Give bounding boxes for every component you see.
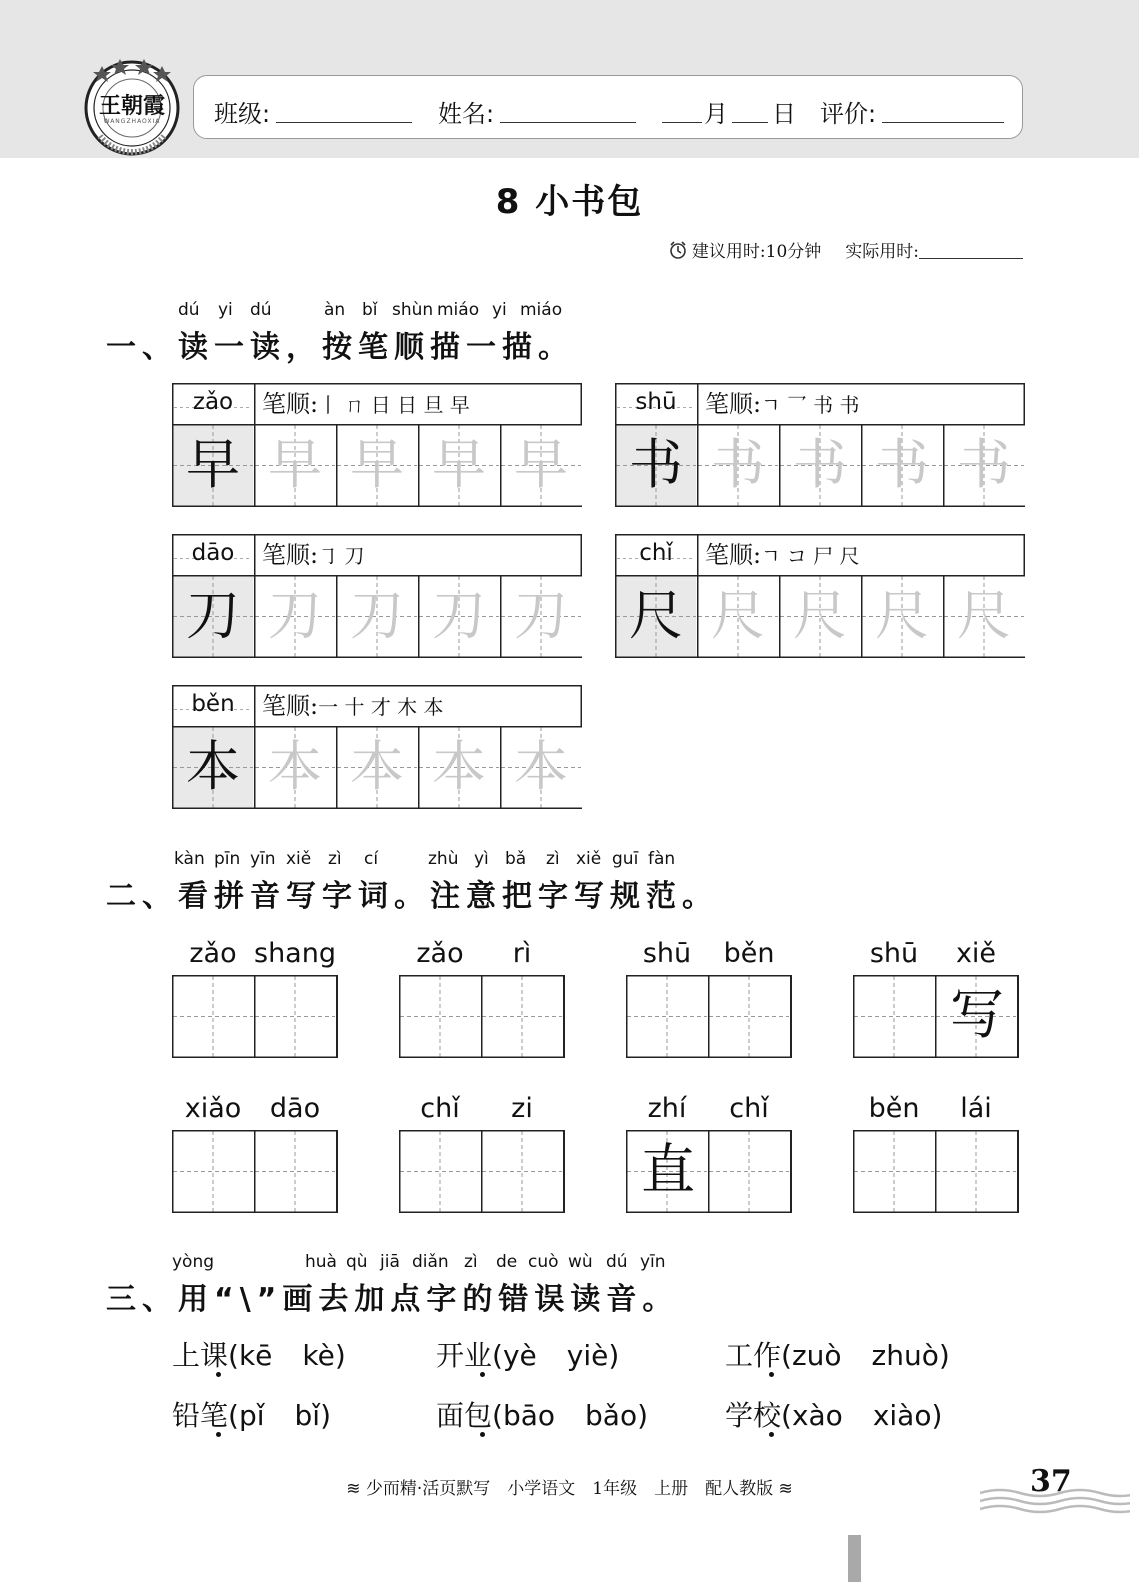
heading-pinyin: pīn bbox=[214, 849, 241, 869]
heading-pinyin: diǎn bbox=[412, 1252, 449, 1272]
close-paren: ) bbox=[320, 1399, 332, 1432]
trace-character[interactable]: 早 bbox=[514, 433, 568, 496]
student-info-box bbox=[193, 75, 1023, 139]
pronunciation-item[interactable] bbox=[172, 1334, 346, 1374]
eval-label: 评价: bbox=[820, 100, 877, 128]
reading-a[interactable]: zuò bbox=[791, 1339, 842, 1372]
word-pinyin-1: zǎo bbox=[416, 938, 464, 969]
trace-character[interactable]: 本 bbox=[268, 735, 322, 798]
stroke-order-sequence: 一 十 才 木 本 bbox=[318, 695, 444, 719]
heading-pinyin: xiě bbox=[286, 849, 312, 869]
reading-a[interactable]: bāo bbox=[502, 1399, 556, 1432]
trace-character[interactable]: 尺 bbox=[957, 584, 1011, 647]
suggested-time: 建议用时:10分钟 bbox=[691, 242, 822, 262]
reading-b[interactable]: zhuò bbox=[871, 1339, 939, 1372]
trace-character[interactable]: 书 bbox=[711, 433, 765, 496]
reading-b[interactable]: bǐ bbox=[294, 1399, 321, 1432]
emphasis-dot bbox=[769, 1372, 774, 1377]
heading-pinyin: dú bbox=[250, 300, 272, 320]
stroke-table-dao bbox=[172, 534, 582, 658]
stroke-order-label: 笔顺: bbox=[705, 390, 762, 418]
model-character: 本 bbox=[186, 735, 240, 798]
heading-pinyin: qù bbox=[346, 1252, 368, 1272]
footer bbox=[0, 1474, 1139, 1499]
word-pinyin-1: běn bbox=[868, 1093, 920, 1124]
heading-pinyin: yi bbox=[492, 300, 507, 320]
word-pinyin-2: xiě bbox=[955, 938, 997, 969]
char-pinyin: zǎo bbox=[192, 389, 234, 415]
word-box[interactable] bbox=[626, 1093, 792, 1211]
stroke-order-label: 笔顺: bbox=[262, 390, 319, 418]
section2-heading: 二、看拼音写字词。注意把字写规范。 bbox=[106, 879, 718, 914]
word-pinyin-2: chǐ bbox=[729, 1093, 769, 1124]
trace-character[interactable]: 刀 bbox=[432, 584, 486, 647]
trace-character[interactable]: 书 bbox=[875, 433, 929, 496]
clock-icon bbox=[668, 241, 688, 259]
trace-character[interactable]: 早 bbox=[350, 433, 404, 496]
trace-character[interactable]: 书 bbox=[793, 433, 847, 496]
heading-pinyin: wù bbox=[568, 1252, 593, 1272]
model-character: 书 bbox=[629, 433, 683, 496]
heading-pinyin: bǐ bbox=[362, 300, 378, 320]
word-pinyin-1: zhí bbox=[647, 1093, 687, 1124]
logo-ring-text: WANGZHAOXIA bbox=[103, 118, 161, 125]
char-pinyin: běn bbox=[191, 691, 235, 717]
word-box[interactable] bbox=[853, 1093, 1019, 1211]
word-pinyin-1: shū bbox=[642, 938, 692, 969]
page-edge-tab bbox=[848, 1535, 861, 1582]
heading-pinyin: zhù bbox=[428, 849, 459, 869]
pronunciation-item[interactable] bbox=[436, 1334, 619, 1374]
section1-heading: 一、读一读，按笔顺描一描。 bbox=[106, 330, 574, 365]
char-pinyin: chǐ bbox=[639, 540, 673, 566]
month-input-line[interactable] bbox=[662, 122, 702, 123]
model-character: 尺 bbox=[629, 584, 683, 647]
day-input-line[interactable] bbox=[732, 122, 768, 123]
trace-character[interactable]: 刀 bbox=[268, 584, 322, 647]
writing-cell[interactable] bbox=[173, 974, 255, 1056]
char-pinyin: shū bbox=[635, 389, 677, 415]
eval-input-line[interactable] bbox=[882, 122, 1004, 123]
reading-a[interactable]: yè bbox=[502, 1339, 537, 1372]
heading-pinyin: yīn bbox=[250, 849, 276, 869]
stroke-table-zao bbox=[172, 383, 582, 507]
stroke-order bbox=[705, 536, 860, 575]
heading-pinyin: zì bbox=[546, 849, 560, 869]
stroke-order bbox=[262, 536, 364, 575]
word-pinyin-1: zǎo bbox=[189, 938, 237, 969]
word-box[interactable] bbox=[399, 1093, 565, 1211]
close-paren: ) bbox=[938, 1339, 950, 1372]
wave-right-icon: ≋ bbox=[778, 1479, 793, 1499]
open-paren: ( bbox=[781, 1399, 792, 1432]
heading-pinyin: shùn bbox=[392, 300, 434, 320]
item-word: 工作 bbox=[725, 1339, 782, 1372]
item-word: 开业 bbox=[436, 1339, 493, 1372]
heading-pinyin: miáo bbox=[520, 300, 563, 320]
heading-pinyin: zì bbox=[464, 1252, 478, 1272]
reading-b[interactable]: bǎo bbox=[585, 1399, 638, 1432]
time-row bbox=[668, 237, 1023, 262]
model-character: 早 bbox=[186, 433, 240, 496]
stroke-order-label: 笔顺: bbox=[262, 541, 319, 569]
stroke-order-label: 笔顺: bbox=[262, 692, 319, 720]
page-number: 37 bbox=[1030, 1464, 1072, 1499]
writing-cell[interactable] bbox=[255, 1129, 337, 1211]
emphasis-dot bbox=[216, 1372, 221, 1377]
heading-pinyin: cí bbox=[364, 849, 379, 869]
close-paren: ) bbox=[637, 1399, 649, 1432]
writing-cell[interactable] bbox=[709, 974, 791, 1056]
stroke-table-chi bbox=[615, 534, 1025, 658]
word-pinyin bbox=[853, 938, 1019, 970]
stroke-order-sequence: ㇆ 刀 bbox=[318, 544, 365, 568]
heading-pinyin: yì bbox=[474, 849, 489, 869]
word-pinyin-2: rì bbox=[512, 938, 532, 969]
stroke-order bbox=[705, 385, 860, 424]
model-character: 刀 bbox=[186, 584, 240, 647]
trace-character[interactable]: 早 bbox=[432, 433, 486, 496]
page-title: 8 小书包 bbox=[495, 182, 644, 222]
reading-a[interactable]: xào bbox=[791, 1399, 843, 1432]
heading-pinyin: yi bbox=[218, 300, 233, 320]
writing-cell[interactable] bbox=[482, 1129, 564, 1211]
logo-text: 王朝霞 bbox=[98, 93, 165, 119]
reading-b[interactable]: kè bbox=[302, 1339, 335, 1372]
open-paren: ( bbox=[492, 1399, 503, 1432]
footer-text: 少而精·活页默写 小学语文 1年级 上册 配人教版 bbox=[365, 1479, 774, 1499]
word-pinyin-1: xiǎo bbox=[184, 1093, 242, 1124]
emphasis-dot bbox=[769, 1432, 774, 1437]
heading-pinyin: dú bbox=[606, 1252, 628, 1272]
word-pinyin-2: běn bbox=[723, 938, 775, 969]
trace-character[interactable]: 尺 bbox=[875, 584, 929, 647]
stroke-table-ben bbox=[172, 685, 582, 809]
writing-cell[interactable] bbox=[255, 974, 337, 1056]
stroke-order bbox=[262, 687, 444, 726]
word-box[interactable] bbox=[172, 1093, 338, 1211]
heading-pinyin: zì bbox=[328, 849, 342, 869]
actual-time-input-line[interactable] bbox=[919, 240, 1023, 259]
word-pinyin-2: dāo bbox=[269, 1093, 321, 1124]
word-pinyin-2: lái bbox=[960, 1093, 992, 1124]
trace-character[interactable]: 本 bbox=[514, 735, 568, 798]
reading-a[interactable]: pǐ bbox=[238, 1399, 265, 1432]
heading-pinyin: xiě bbox=[576, 849, 602, 869]
heading-pinyin: miáo bbox=[437, 300, 480, 320]
trace-character[interactable]: 本 bbox=[350, 735, 404, 798]
writing-cell[interactable] bbox=[400, 974, 482, 1056]
month-label: 月 bbox=[704, 100, 728, 128]
class-input-line[interactable] bbox=[276, 122, 412, 123]
stroke-order bbox=[262, 385, 470, 424]
open-paren: ( bbox=[228, 1399, 239, 1432]
word-pinyin bbox=[399, 938, 565, 970]
emphasis-dot bbox=[480, 1432, 485, 1437]
pronunciation-item[interactable] bbox=[436, 1394, 648, 1434]
writing-cell[interactable] bbox=[400, 1129, 482, 1211]
writing-cell[interactable]: 直 bbox=[641, 1138, 695, 1201]
writing-cell[interactable]: 写 bbox=[950, 983, 1004, 1046]
heading-pinyin: dú bbox=[178, 300, 200, 320]
writing-cell[interactable] bbox=[482, 974, 564, 1056]
wave-left-icon: ≋ bbox=[346, 1479, 361, 1499]
close-paren: ) bbox=[608, 1339, 620, 1372]
reading-b[interactable]: xiào bbox=[872, 1399, 932, 1432]
item-word: 学校 bbox=[725, 1399, 782, 1432]
word-pinyin bbox=[172, 938, 338, 970]
close-paren: ) bbox=[931, 1399, 943, 1432]
heading-pinyin: àn bbox=[324, 300, 346, 320]
trace-character[interactable]: 本 bbox=[432, 735, 486, 798]
open-paren: ( bbox=[781, 1339, 792, 1372]
word-pinyin bbox=[853, 1093, 1019, 1125]
name-label: 姓名: bbox=[438, 100, 495, 128]
heading-pinyin: guī bbox=[612, 849, 639, 869]
heading-pinyin: cuò bbox=[528, 1252, 559, 1272]
writing-cell[interactable] bbox=[854, 1129, 936, 1211]
char-pinyin: dāo bbox=[191, 540, 235, 566]
word-pinyin-2: shang bbox=[254, 938, 336, 969]
word-pinyin-1: shū bbox=[869, 938, 919, 969]
open-paren: ( bbox=[492, 1339, 503, 1372]
writing-cell[interactable] bbox=[936, 1129, 1018, 1211]
day-label: 日 bbox=[772, 100, 796, 128]
heading-pinyin: bǎ bbox=[505, 849, 527, 869]
stroke-order-sequence: ㄱ 乛 书 书 bbox=[761, 393, 860, 417]
word-box[interactable] bbox=[853, 938, 1019, 1056]
heading-pinyin: yīn bbox=[640, 1252, 666, 1272]
trace-character[interactable]: 书 bbox=[957, 433, 1011, 496]
section3-heading: 三、用“\”画去加点字的错误读音。 bbox=[106, 1282, 679, 1317]
writing-cell[interactable] bbox=[627, 974, 709, 1056]
reading-a[interactable]: kē bbox=[238, 1339, 273, 1372]
heading-pinyin: huà bbox=[305, 1252, 337, 1272]
close-paren: ) bbox=[334, 1339, 346, 1372]
stroke-order-sequence: 丨 ㄇ 日 日 旦 早 bbox=[318, 393, 470, 417]
trace-character[interactable]: 尺 bbox=[711, 584, 765, 647]
trace-character[interactable]: 早 bbox=[268, 433, 322, 496]
item-word: 上课 bbox=[172, 1339, 229, 1372]
word-pinyin bbox=[626, 938, 792, 970]
heading-pinyin: de bbox=[496, 1252, 518, 1272]
item-word: 面包 bbox=[436, 1399, 493, 1432]
word-pinyin bbox=[626, 1093, 792, 1125]
reading-b[interactable]: yiè bbox=[566, 1339, 609, 1372]
pronunciation-item[interactable] bbox=[725, 1394, 942, 1434]
open-paren: ( bbox=[228, 1339, 239, 1372]
trace-character[interactable]: 刀 bbox=[350, 584, 404, 647]
word-pinyin bbox=[172, 1093, 338, 1125]
trace-character[interactable]: 刀 bbox=[514, 584, 568, 647]
class-label: 班级: bbox=[214, 100, 271, 128]
word-pinyin-1: chǐ bbox=[420, 1093, 460, 1124]
stroke-table-shu bbox=[615, 383, 1025, 507]
heading-pinyin: kàn bbox=[174, 849, 205, 869]
word-box[interactable] bbox=[172, 938, 338, 1056]
word-pinyin bbox=[399, 1093, 565, 1125]
pronunciation-item[interactable] bbox=[172, 1394, 331, 1434]
heading-pinyin: jiā bbox=[380, 1252, 400, 1272]
heading-pinyin: yòng bbox=[172, 1252, 215, 1272]
heading-pinyin: fàn bbox=[648, 849, 676, 869]
item-word: 铅笔 bbox=[172, 1399, 229, 1432]
name-input-line[interactable] bbox=[500, 122, 636, 123]
stroke-order-label: 笔顺: bbox=[705, 541, 762, 569]
pronunciation-item[interactable] bbox=[725, 1334, 950, 1374]
word-box[interactable] bbox=[626, 938, 792, 1056]
emphasis-dot bbox=[480, 1372, 485, 1377]
trace-character[interactable]: 尺 bbox=[793, 584, 847, 647]
actual-time-label: 实际用时: bbox=[845, 242, 919, 262]
stroke-order-sequence: ㄱ コ 尸 尺 bbox=[761, 544, 860, 568]
word-pinyin-2: zi bbox=[511, 1093, 533, 1124]
word-box[interactable] bbox=[399, 938, 565, 1056]
emphasis-dot bbox=[216, 1432, 221, 1437]
writing-cell[interactable] bbox=[709, 1129, 791, 1211]
writing-cell[interactable] bbox=[173, 1129, 255, 1211]
writing-cell[interactable] bbox=[854, 974, 936, 1056]
